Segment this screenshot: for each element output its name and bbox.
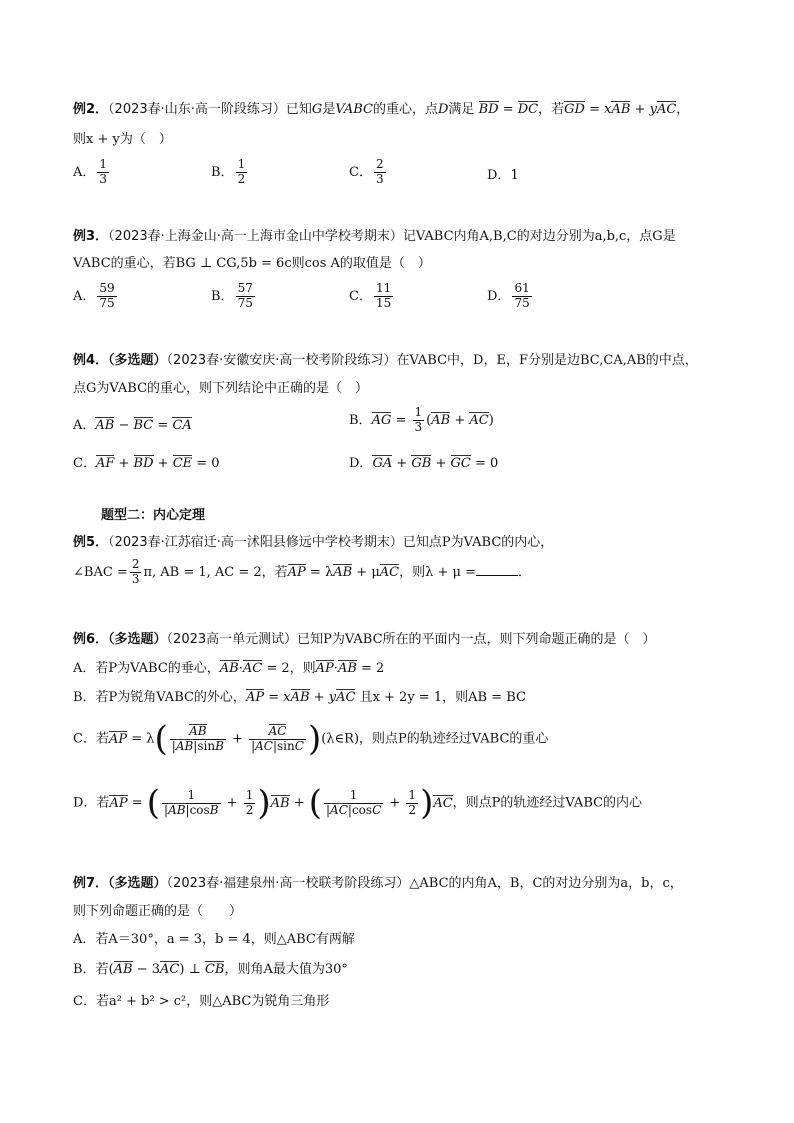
q6-line1 bbox=[73, 628, 656, 647]
q7-option-a[interactable]: A．若A＝30°，a = 3，b = 4，则△ABC有两解 bbox=[73, 932, 355, 947]
q7-stem: △ABC的内角A，B，C的对边分别为a，b，c， bbox=[409, 876, 683, 891]
q2-stem-a: 已知 bbox=[285, 102, 312, 117]
q3-option-c[interactable]: C． $\frac{11}{15}$ bbox=[349, 281, 392, 310]
q2-line1: 例2．（2023春·山东·高一阶段练习）已知G是VABC的重心，点D满足 BD = DC，若GD = xAB + yAC， bbox=[73, 102, 690, 117]
q5-line2: ∠BAC = $\frac{2}{3}$ π, AB = 1, AC = 2，若AP = λAB + μAC，则λ + μ = ． bbox=[73, 557, 532, 586]
q2-option-b[interactable]: B． $\frac{1}{2}$ bbox=[211, 157, 246, 186]
q6-source: （2023高一单元测试） bbox=[166, 632, 298, 647]
q2-stem-d: 满足 bbox=[448, 102, 475, 117]
q6-label: 例6．（多选题） bbox=[73, 632, 167, 647]
q2-option-c[interactable]: C． $\frac{2}{3}$ bbox=[349, 157, 384, 186]
q3-option-a[interactable]: A． $\frac{59}{75}$ bbox=[73, 281, 115, 310]
q7-source: （2023春·福建泉州·高一校联考阶段练习） bbox=[166, 876, 410, 891]
q3-line1 bbox=[73, 225, 676, 244]
q5-source: （2023春·江苏宿迁·高一沭阳县修远中学校考期末） bbox=[108, 535, 403, 550]
q2-source: （2023春·山东·高一阶段练习） bbox=[108, 102, 286, 117]
q4-option-b[interactable]: B．AG = $\frac{1}{3}$ (AB + AC) bbox=[349, 405, 494, 434]
q4-option-d[interactable]: D．GA + GB + GC = 0 bbox=[349, 456, 499, 471]
q7-line2: 则下列命题正确的是（ ） bbox=[73, 904, 243, 919]
q2-stem-b: 是 bbox=[322, 102, 336, 117]
q2-stem-e: ，若 bbox=[538, 102, 565, 117]
q7-option-c[interactable]: C．若a² + b² > c²，则△ABC为锐角三角形 bbox=[73, 994, 330, 1009]
q3-label: 例3． bbox=[73, 229, 109, 244]
q6-option-b[interactable]: B．若P为锐角VABC的外心，AP = xAB + yAC 且x + 2y = 1，则AB = BC bbox=[73, 690, 526, 705]
q3-option-b[interactable]: B． $\frac{57}{75}$ bbox=[211, 281, 253, 310]
q6-stem: 已知P为VABC所在的平面内一点，则下列命题正确的是（ ） bbox=[297, 632, 656, 647]
q6-option-c[interactable]: C．若AP = λ( $\frac{AB}{|AB|\sin B}$ + $\frac{AC}{|AC|\sin C}$ )(λ∈R)，则点P的轨迹经过VABC的重心 bbox=[73, 719, 549, 759]
q5-label: 例5． bbox=[73, 535, 109, 550]
q4-source: （2023春·安徽安庆·高一校考阶段练习） bbox=[166, 353, 397, 368]
q3-stem: 记VABC内角A,B,C的对边分别为a,b,c，点G是 bbox=[402, 229, 676, 244]
q4-option-c[interactable]: C．AF + BD + CE = 0 bbox=[73, 456, 220, 471]
q4-line2: 点G为VABC的重心，则下列结论中正确的是（ ） bbox=[73, 381, 369, 396]
q3-line2: VABC的重心，若BG ⊥ CG,5b = 6c则cos A的取值是（ ） bbox=[73, 256, 431, 271]
q5-line1 bbox=[73, 531, 553, 550]
q4-line1 bbox=[73, 349, 698, 368]
q2-stem-c: 的重心，点 bbox=[372, 102, 438, 117]
q7-option-b[interactable]: B．若(AB − 3AC) ⊥ CB，则角A最大值为30° bbox=[73, 962, 348, 977]
q4-label: 例4．（多选题） bbox=[73, 353, 167, 368]
q3-source: （2023春·上海金山·高一上海市金山中学校考期末） bbox=[108, 229, 403, 244]
q6-option-a[interactable]: A．若P为VABC的垂心，AB·AC = 2，则AP·AB = 2 bbox=[73, 661, 385, 676]
q5-stem: 已知点P为VABC的内心， bbox=[402, 535, 554, 550]
q2-label: 例2． bbox=[73, 102, 109, 117]
q2-option-d[interactable]: D．1 bbox=[487, 168, 519, 183]
q4-stem: 在VABC中，D，E，F分别是边BC,CA,AB的中点， bbox=[396, 353, 698, 368]
q7-line1 bbox=[73, 872, 683, 891]
section-heading: 题型二：内心定理 bbox=[101, 508, 206, 523]
q4-option-a[interactable]: A．AB − BC = CA bbox=[73, 418, 192, 433]
q2-option-a[interactable]: A． $\frac{1}{3}$ bbox=[73, 157, 108, 186]
q3-option-d[interactable]: D． $\frac{61}{75}$ bbox=[487, 281, 530, 310]
q6-option-d[interactable]: D．若AP = ( $\frac{1}{|AB|\cos B}$ + $\frac{1}{2}$ )AB + ( $\frac{1}{|AC|\cos C}$ + $\frac{1}{2}$ )AC，则点P的轨迹经过VABC的内心 bbox=[73, 783, 643, 823]
q5-answer-blank[interactable] bbox=[476, 563, 518, 576]
q7-label: 例7．（多选题） bbox=[73, 876, 167, 891]
q2-line2: 则x + y为（ ） bbox=[73, 132, 172, 147]
